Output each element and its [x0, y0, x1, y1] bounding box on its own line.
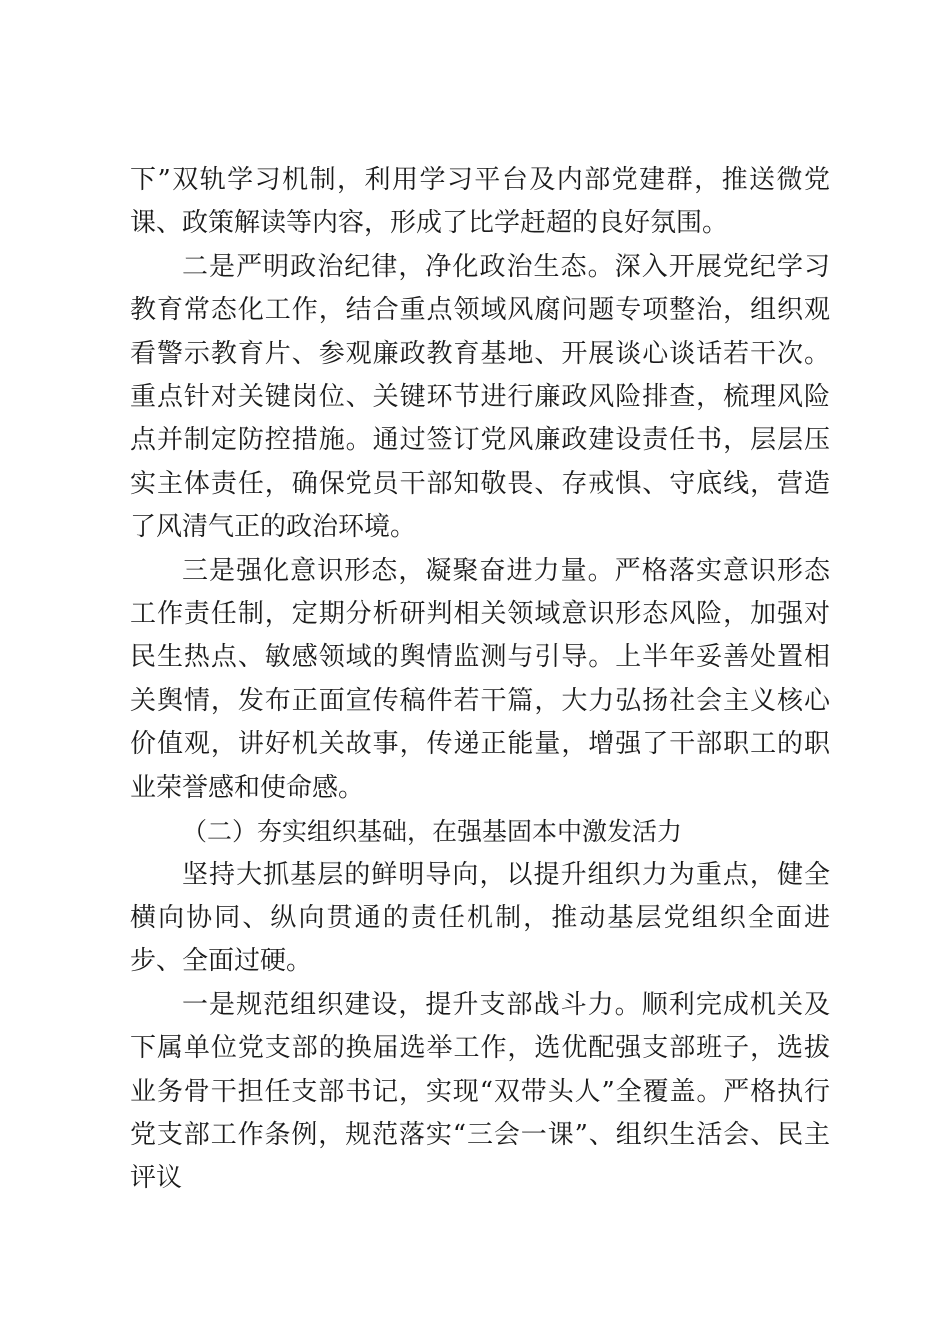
paragraph-continuation: 下”双轨学习机制，利用学习平台及内部党建群，推送微党课、政策解读等内容，形成了比学赶超的良好氛围。: [130, 165, 830, 239]
document-body: [130, 159, 830, 1201]
paragraph-ideology: 三是强化意识形态，凝聚奋进力量。严格落实意识形态工作责任制，定期分析研判相关领域意识形态风险，加强对民生热点、敏感领域的舆情监测与引导。上半年妥善处置相关舆情，发布正面宣传稿件若干篇，大力弘扬社会主义核心价值观，讲好机关故事，传递正能量，增强了干部职工的职业荣誉感和使命感。: [130, 555, 830, 803]
paragraph-political-discipline: 二是严明政治纪律，净化政治生态。深入开展党纪学习教育常态化工作，结合重点领域风腐问题专项整治，组织观看警示教育片、参观廉政教育基地、开展谈心谈话若干次。重点针对关键岗位、关键环节进行廉政风险排查，梳理风险点并制定防控措施。通过签订党风廉政建设责任书，层层压实主体责任，确保党员干部知敬畏、存戒惧、守底线，营造了风清气正的政治环境。: [130, 251, 830, 543]
paragraph-grassroots: 坚持大抓基层的鲜明导向，以提升组织力为重点，健全横向协同、纵向贯通的责任机制，推动基层党组织全面进步、全面过硬。: [130, 859, 830, 977]
paragraph-organization: 一是规范组织建设，提升支部战斗力。顺利完成机关及下属单位党支部的换届选举工作，选优配强支部班子，选拔业务骨干担任支部书记，实现“双带头人”全覆盖。严格执行党支部工作条例，规范落实“三会一课”、组织生活会、民主评议: [130, 989, 830, 1194]
section-heading: （二）夯实组织基础，在强基固本中激发活力: [182, 817, 683, 847]
